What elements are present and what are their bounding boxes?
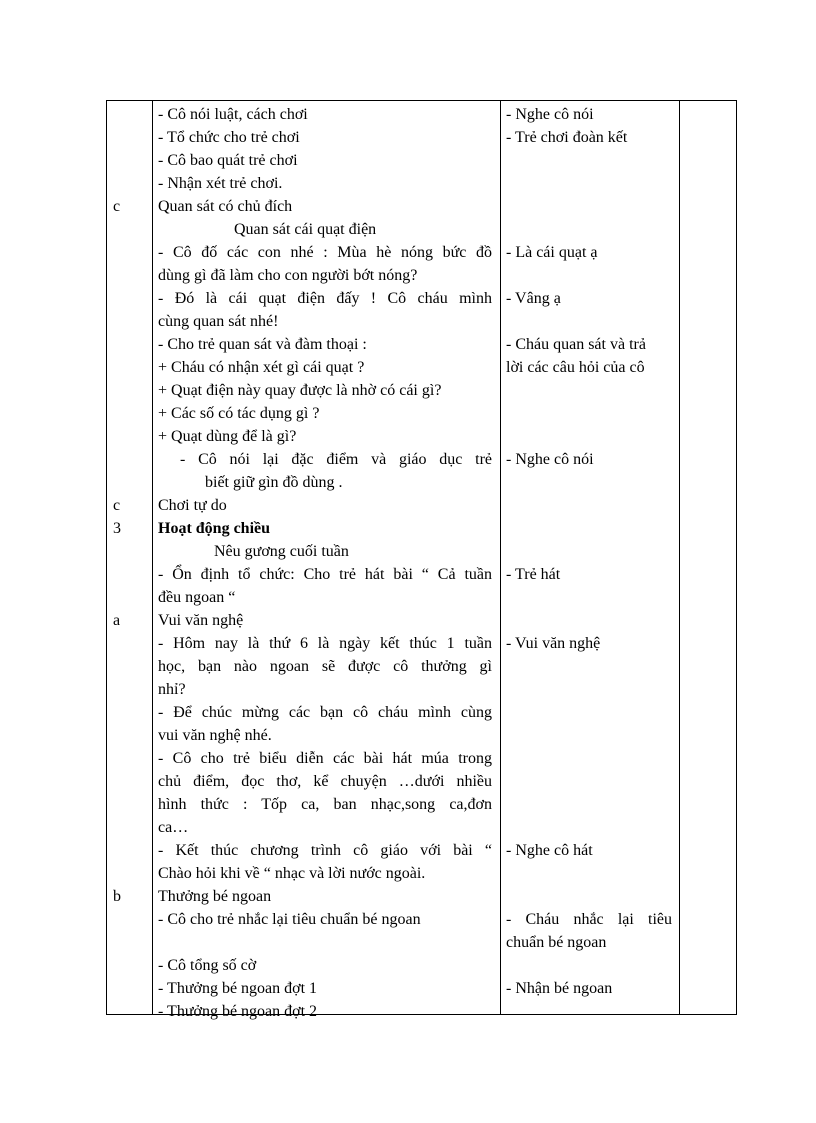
activity-line: + Cháu có nhận xét gì cái quạt ? (158, 359, 365, 376)
child-activity-line (506, 862, 672, 885)
section-marker (113, 379, 149, 402)
section-marker (113, 678, 149, 701)
child-activity-line (506, 540, 672, 563)
child-activity-line (506, 494, 672, 517)
activity-line: - Cô tổng số cờ (158, 957, 257, 974)
section-marker (113, 540, 149, 563)
child-activity-line (506, 218, 672, 241)
activity-line: - Nhận xét trẻ chơi. (158, 175, 283, 192)
section-marker: a (113, 612, 121, 629)
section-marker (113, 793, 149, 816)
activity-line: đều ngoan “ (158, 589, 236, 606)
child-activity-line (506, 264, 672, 287)
section-marker (113, 264, 149, 287)
section-marker (113, 816, 149, 839)
section-marker: 3 (113, 520, 121, 537)
activity-line: nhỉ? (158, 681, 186, 698)
section-marker (113, 241, 149, 264)
activity-column (158, 103, 492, 1023)
marker-column (113, 103, 149, 1023)
child-activity-line (506, 954, 672, 977)
activity-line: Thưởng bé ngoan (158, 888, 272, 905)
child-activity-line: - Là cái quạt ạ (506, 244, 598, 261)
child-activity-line: - Nghe cô nói (506, 451, 594, 468)
section-marker (113, 425, 149, 448)
section-marker (113, 908, 149, 931)
child-activity-line (506, 310, 672, 333)
child-activity-line (506, 655, 672, 678)
activity-line: + Quạt điện này quay được là nhờ có cái gì? (158, 382, 442, 399)
child-activity-line: - Trẻ chơi đoàn kết (506, 129, 628, 146)
child-activity-line (506, 402, 672, 425)
activity-line: - Thưởng bé ngoan đợt 2 (158, 1003, 318, 1020)
activity-line: - Ổn định tổ chức: Cho trẻ hát bài “ Cả tuần (158, 566, 492, 583)
activity-line: - Cô nói lại đặc điểm và giáo dục trẻ (180, 451, 492, 468)
section-marker: c (113, 198, 121, 215)
child-activity-line: chuẩn bé ngoan (506, 934, 607, 951)
section-marker: c (113, 497, 121, 514)
activity-line: ca… (158, 819, 189, 836)
activity-line: Chào hỏi khi về “ nhạc và lời nước ngoài. (158, 865, 426, 882)
child-activity-line (506, 172, 672, 195)
child-activity-line (506, 793, 672, 816)
activity-line: biết giữ gìn đồ dùng . (205, 474, 343, 491)
child-activity-line: - Trẻ hát (506, 566, 561, 583)
activity-line: - Cô cho trẻ nhắc lại tiêu chuẩn bé ngoan (158, 911, 421, 928)
activity-line: - Đó là cái quạt điện đấy ! Cô cháu mình (158, 290, 492, 307)
child-activity-line (506, 149, 672, 172)
activity-line: Hoạt động chiều (158, 520, 271, 537)
lesson-plan-table (106, 100, 737, 1020)
section-marker (113, 655, 149, 678)
section-marker (113, 839, 149, 862)
activity-line: Quan sát có chủ đích (158, 198, 293, 215)
activity-line: - Cho trẻ quan sát và đàm thoại : (158, 336, 367, 353)
activity-line: - Cô nói luật, cách chơi (158, 106, 308, 123)
activity-line: + Các số có tác dụng gì ? (158, 405, 320, 422)
section-marker (113, 977, 149, 1000)
column-divider-2 (500, 101, 501, 1014)
section-marker (113, 563, 149, 586)
section-marker (113, 149, 149, 172)
section-marker: b (113, 888, 121, 905)
child-activity-line (506, 724, 672, 747)
section-marker (113, 172, 149, 195)
section-marker (113, 126, 149, 149)
child-activity-line: - Nghe cô nói (506, 106, 594, 123)
child-activity-line: - Cháu nhắc lại tiêu (506, 911, 672, 928)
child-activity-line (506, 517, 672, 540)
section-marker (113, 701, 149, 724)
activity-line (158, 931, 492, 954)
activity-line: chủ điểm, đọc thơ, kể chuyện …dưới nhiều (158, 773, 492, 790)
section-marker (113, 954, 149, 977)
section-marker (113, 862, 149, 885)
section-marker (113, 310, 149, 333)
activity-line: học, bạn nào ngoan sẽ được cô thưởng gì (158, 658, 492, 675)
section-marker (113, 448, 149, 471)
activity-line: dùng gì đã làm cho con người bớt nóng? (158, 267, 418, 284)
activity-line: - Cô cho trẻ biểu diễn các bài hát múa trong (158, 750, 492, 767)
activity-line: Quan sát cái quạt điện (234, 221, 377, 238)
activity-line: Chơi tự do (158, 497, 227, 514)
child-activity-line (506, 701, 672, 724)
section-marker (113, 287, 149, 310)
section-marker (113, 632, 149, 655)
child-activity-line (506, 816, 672, 839)
activity-line: - Hôm nay là thứ 6 là ngày kết thúc 1 tuần (158, 635, 492, 652)
section-marker (113, 356, 149, 379)
column-divider-1 (152, 101, 153, 1014)
section-marker (113, 333, 149, 356)
activity-line: - Để chúc mừng các bạn cô cháu mình cùng (158, 704, 492, 721)
child-activity-line: - Nghe cô hát (506, 842, 593, 859)
child-activity-line (506, 425, 672, 448)
section-marker (113, 402, 149, 425)
activity-line: - Cô bao quát trẻ chơi (158, 152, 298, 169)
child-activity-line (506, 770, 672, 793)
column-divider-3 (679, 101, 680, 1014)
activity-line: - Tổ chức cho trẻ chơi (158, 129, 300, 146)
activity-line: hình thức : Tốp ca, ban nhạc,song ca,đơn (158, 796, 492, 813)
child-activity-line: - Nhận bé ngoan (506, 980, 613, 997)
section-marker (113, 747, 149, 770)
activity-line: vui văn nghệ nhé. (158, 727, 272, 744)
activity-line: + Quạt dùng để là gì? (158, 428, 297, 445)
section-marker (113, 586, 149, 609)
child-activity-line (506, 471, 672, 494)
section-marker (113, 471, 149, 494)
child-activity-line: - Vui văn nghệ (506, 635, 601, 652)
section-marker (113, 103, 149, 126)
child-activity-column (506, 103, 672, 1023)
activity-line: - Thưởng bé ngoan đợt 1 (158, 980, 318, 997)
section-marker (113, 1000, 149, 1023)
activity-line: Nêu gương cuối tuần (214, 543, 349, 560)
child-activity-line (506, 885, 672, 908)
activity-line: - Kết thúc chương trình cô giáo với bài “ (158, 842, 492, 859)
child-activity-line (506, 609, 672, 632)
activity-line: - Cô đố các con nhé : Mùa hè nóng bức đồ (158, 244, 492, 261)
child-activity-line (506, 747, 672, 770)
child-activity-line: lời các câu hỏi của cô (506, 359, 645, 376)
section-marker (113, 770, 149, 793)
child-activity-line (506, 195, 672, 218)
child-activity-line: - Vâng ạ (506, 290, 561, 307)
activity-line: cùng quan sát nhé! (158, 313, 279, 330)
child-activity-line: - Cháu quan sát và trả (506, 336, 646, 353)
section-marker (113, 218, 149, 241)
activity-line: Vui văn nghệ (158, 612, 244, 629)
child-activity-line (506, 678, 672, 701)
section-marker (113, 931, 149, 954)
child-activity-line (506, 586, 672, 609)
child-activity-line (506, 379, 672, 402)
child-activity-line (506, 1000, 672, 1023)
section-marker (113, 724, 149, 747)
